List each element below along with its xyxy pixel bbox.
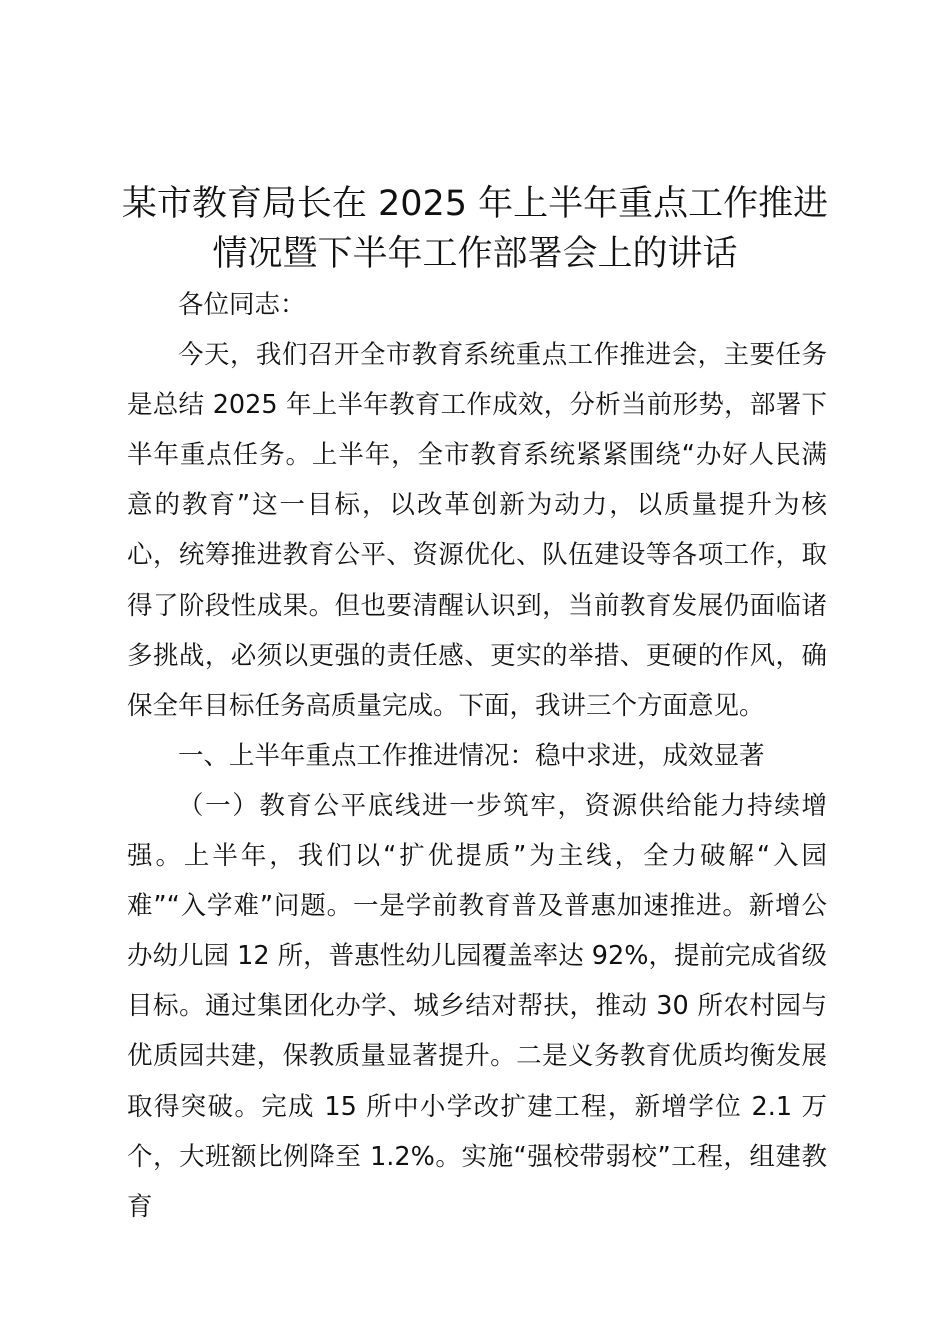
intro-paragraph: 今天，我们召开全市教育系统重点工作推进会，主要任务是总结 2025 年上半年教育工作成效，分析当前形势，部署下半年重点任务。上半年，全市教育系统紧紧围绕“办好人民满意的教育”这一目标，以改革创新为动力，以质量提升为核心，统筹推进教育公平、资源优化、队伍建设等各项工作，取得了阶段性成果。但也要清醒认识到，当前教育发展仍面临诸多挑战，必须以更强的责任感、更实的举措、更硬的作风，确保全年目标任务高质量完成。下面，我讲三个方面意见。 xyxy=(127,340,827,721)
title-line-2: 情况暨下半年工作部署会上的讲话 xyxy=(212,234,738,275)
document-title xyxy=(100,179,850,279)
section-paragraph: （一）教育公平底线进一步筑牢，资源供给能力持续增强。上半年，我们以“扩优提质”为主线，全力破解“入园难”“入学难”问题。一是学前教育普及普惠加速推进。新增公办幼儿园 12 所，普惠性幼儿园覆盖率达 92%，提前完成省级目标。通过集团化办学、城乡结对帮扶，推动 30 所农村园与优质园共建，保教质量显著提升。二是义务教育优质均衡发展取得突破。完成 15 所中小学改扩建工程，新增学位 2.1 万个，大班额比例降至 1.2%。实施“强校带弱校”工程，组建教育 xyxy=(127,790,827,1222)
document-body xyxy=(127,280,827,1232)
section-heading: 一、上半年重点工作推进情况：稳中求进，成效显著 xyxy=(178,740,765,771)
salutation: 各位同志： xyxy=(178,290,306,320)
title-line-1: 某市教育局长在 2025 年上半年重点工作推进 xyxy=(121,184,829,225)
